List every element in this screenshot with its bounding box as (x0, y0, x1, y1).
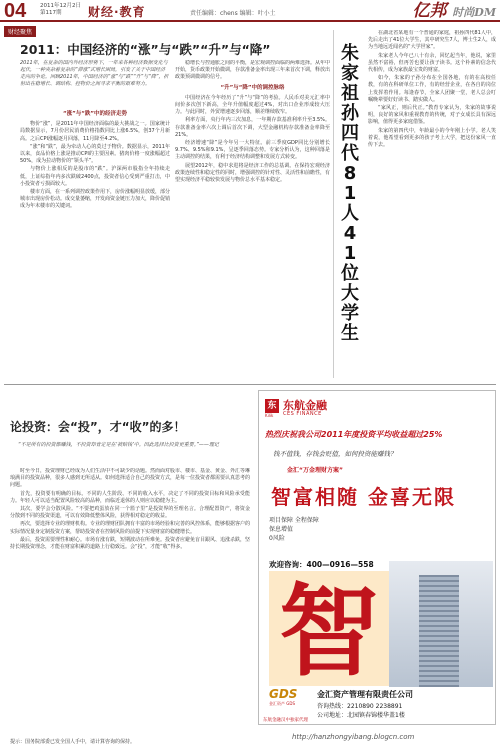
headline-char: 四 (341, 123, 359, 144)
ad-feature: 项目保障 全程保障 (269, 517, 319, 524)
ad-character-graphic (269, 571, 389, 686)
article-subheading: “升”与“降”中的调控脉络 (220, 84, 285, 91)
gds-logo-text: GDS (269, 687, 298, 701)
ad-feature: 0风险 (269, 535, 285, 542)
article-paragraph: 再次，要选择专业的理财机构。专业的理财团队拥有丰富的市场经验和完善的风控体系，能够根据客户的实际情况量身定制投资方案，帮助投资者在控制风险的前提下实现财富的稳健增长。 (10, 521, 250, 535)
headline-char: 1 (343, 243, 357, 264)
article-paragraph: 与物价上涨相反的是股市的“跌”。沪深两市股指全年持续走低，上证综指年内多次跌破2400点，投资者信心受到严重打击，中小投资者亏损面较大。 (20, 166, 170, 187)
headline-char: 朱 (341, 43, 359, 64)
article-paragraph: 稳增长与控通胀之间的平衡，是宏观调控面临的两难选择。从年中开始，货币政策开始微调，存款准备金率出现三年来首次下调，释放出政策预调微调的信号。 (175, 60, 330, 81)
ad-brand-name: 东航金融 (283, 399, 327, 412)
ad-address: 公司地址：北园镇春锦楼华盖1楼 (317, 712, 405, 719)
article-paragraph: “涨”和“跌”，最为牵动人心的莫过于物价。数据显示，2011年以来，食品价格上涨是推动CPI的主要因素。猪肉价格一度涨幅超过50%，成为拉动物价的“领头羊”。 (20, 143, 170, 165)
ad-feature: 保息增值 (269, 526, 294, 533)
page-footer-note: 提示：国务院部委已发全国人手中，请计算咨询的保持。 (10, 739, 136, 745)
masthead-logo (412, 0, 496, 24)
article-paragraph: 其次，要学会分散风险。“不要把鸡蛋放在同一个篮子里”是投资界的至理名言。合理配置资产，将资金分散到不同的投资渠道，可以有效降低整体风险，获得相对稳定的收益。 (10, 506, 250, 520)
headline-char: 4 (343, 223, 357, 244)
ad-building-image (389, 561, 493, 687)
article-quote: “不是所有的投资都赚钱，不投资却肯定是在‘被赔钱’中。因此选择比投资更重要。”——理记 (18, 442, 219, 448)
headline-char: 8 (343, 163, 357, 184)
section-tag: 财经聚焦 (4, 26, 36, 37)
article-paragraph: 首先，投资要有明确的目标。不同的人生阶段、不同的收入水平，决定了不同的投资目标和风险承受能力。年轻人可以适当配置风险较高的品种，而临近退休的人则应以稳健为主。 (10, 490, 250, 504)
page-number: 04 (4, 0, 27, 22)
article-subheading: “涨”与“跌”中的经济走势 (63, 111, 127, 117)
article-paragraph: 经济增速“降”是今年另一大特征。前三季度GDP同比分别增长9.7%、9.5%和9.1%，呈逐季回落态势。专家分析认为，这种回落是主动调控的结果，有利于经济结构调整和发展方式转变。 (175, 140, 330, 161)
issue-info (40, 3, 81, 17)
headline-char: 生 (341, 323, 359, 344)
article-paragraph: 最后，投资需要理性和耐心。市场有涨有跌，短期波动在所难免。投资者应避免盲目跟风、追涨杀跌，坚持长期投资理念，才能在财富积累的道路上行稳致远。会“投”，才能“收”得多。 (10, 536, 250, 551)
headline-char: 大 (341, 283, 359, 304)
gds-logo-subtitle: 金汇资产 GDS (269, 701, 295, 706)
article-paragraph: 利率方面，央行年内三次加息，一年期存款基准利率升至3.5%。存款准备金率六次上调后首次下调，大型金融机构存款准备金率降至21%。 (175, 117, 330, 138)
vertical-headline (337, 44, 363, 364)
article-column-2 (175, 60, 330, 378)
article-column-1 (20, 108, 170, 378)
editor-info: 责任编辑：chens 编辑：叶小土 (190, 10, 276, 17)
masthead-name: 亿邦 (412, 1, 447, 21)
article-paragraph: 展望2012年，稳中求进将是经济工作的总基调。在保持宏观经济政策连续性和稳定性的同时，增强调控的针对性、灵活性和前瞻性，有望实现经济平稳较快发展与物价总水平基本稳定。 (175, 162, 330, 184)
article-lead: 2011年，在复杂的国内外经济形势下，一年来各种经济数据变化与起伏，一种夹杂着复杂的“滞涨”式增长困局，引发了关于中国经济走向的争论。回顾2011年，中国经济的“涨”与“跌”“升”与“降”，折射出在稳增长、调结构、控物价之间寻求平衡的艰难努力。 (20, 60, 169, 87)
headline-char: 孙 (341, 103, 359, 124)
ad-big-slogan: 智富相随 金喜无限 (271, 485, 456, 509)
brand-logo-icon: 东 (265, 399, 279, 413)
ad-footer: 东航金融汉中独家代理 (263, 718, 308, 723)
headline-char: 学 (341, 303, 359, 324)
ad-telephone: 咨询热线：2210890 2238891 (317, 703, 403, 710)
headline-char: 祖 (341, 83, 359, 104)
headline-char: 位 (341, 263, 359, 284)
article-title: 2011：中国经济的“涨”与“跌”“升”与“降” (20, 42, 271, 57)
ad-company-name: 金汇资产管理有限责任公司 (317, 690, 413, 699)
article-paragraph: 朱家的第四代中，年龄最小的今年刚上小学。老人笑着说，他希望看到更多的孩子考上大学，把这份家风一直传下去。 (368, 127, 496, 149)
column-divider (333, 30, 334, 378)
article-paragraph: 时至今日，投资理财已经成为人们生活中不可缺少的话题。然而面对股市、楼市、基金、黄金、外汇等琳琅满目的投资品种，很多人感到无所适从。如何选择适合自己的投资方式，是每一位投资者都需要认真思考的问题。 (10, 468, 250, 489)
issue-date: 2011年12月2日 (40, 3, 81, 9)
section-divider (4, 384, 496, 385)
article-title: 论投资：会“投”，才“收”的多！ (10, 420, 186, 434)
ad-brand-english: CES FINANCE (283, 411, 322, 417)
section-title: 财经·教育 (88, 5, 146, 19)
gds-logo (269, 687, 311, 715)
ad-product-name: 金汇“万金理财方案” (287, 467, 343, 474)
article-paragraph: 在湖北省某地有一个普通的家庭，祖孙四代81人中，先后走出了41位大学生，其中研究生7人，博士生2人，成为当地远近闻名的“大学世家”。 (368, 30, 496, 51)
blog-url: http://hanzhongyibang.blogcn.com (292, 733, 415, 741)
headline-char: 家 (341, 63, 359, 84)
headline-char: 1 (343, 183, 357, 204)
article-column-3 (368, 30, 496, 378)
article-paragraph: 如今，朱家的子孙分布在全国各地，有的在高校任教，有的在科研单位工作，有的经营企业，在各自的岗位上发挥着作用。每逢春节，全家人团聚一堂，老人总会叮嘱晚辈要好好读书、踏实做人。 (368, 75, 496, 103)
ad-slogan: 钱不值钱，存钱会贬值，如何投资能赚钱？ (273, 450, 397, 458)
ad-headline: 热烈庆祝我公司2011年度投资平均收益超过25% (265, 430, 443, 439)
page-header (0, 0, 500, 22)
ad-feature-list (269, 516, 319, 543)
issue-number: 第117期 (40, 10, 62, 16)
advertisement (258, 390, 496, 725)
ad-phone: 欢迎咨询：400—0916—558 (269, 560, 374, 569)
article-paragraph: 楼市方面，在一系列调控政策作用下，房价涨幅明显放缓，部分城市出现房价松动。成交量萎缩，开发商资金链压力加大，降价促销成为年末楼市的关键词。 (20, 189, 170, 210)
article-paragraph: 物价“涨”，是2011年中国经济面临的最大挑战之一。国家统计局数据显示，7月份居民消费价格指数同比上涨6.5%，创37个月新高。之后CPI涨幅逐月回落，11月降至4.2%。 (20, 121, 170, 142)
headline-char: 人 (341, 203, 359, 224)
headline-char: 代 (341, 143, 359, 164)
ad-sub-logo: Kilik (265, 413, 274, 418)
masthead-subtitle: 时尚DM (452, 6, 496, 19)
svg-text:智: 智 (279, 572, 379, 686)
article-paragraph: 朱家老人今年已八十有余，回忆起当年，他说，家里虽然不富裕，但再苦也要让孩子读书。这个朴素的信念代代相传，成为家族最宝贵的财富。 (368, 52, 496, 74)
article-paragraph: “家风正，则后代正。”教育专家认为，朱家的故事说明，良好的家风和重视教育的传统，对子女成长具有深远影响，值得更多家庭借鉴。 (368, 105, 496, 126)
article-paragraph: 中国经济在今年经历了“升”与“降”的考验。人民币对美元汇率中间价多次创下新高，全年升值幅度超过4%，对出口企业形成较大压力。与此同时，外贸增速逐步回落，顺差继续收窄。 (175, 94, 330, 116)
article-column-4 (10, 468, 250, 730)
